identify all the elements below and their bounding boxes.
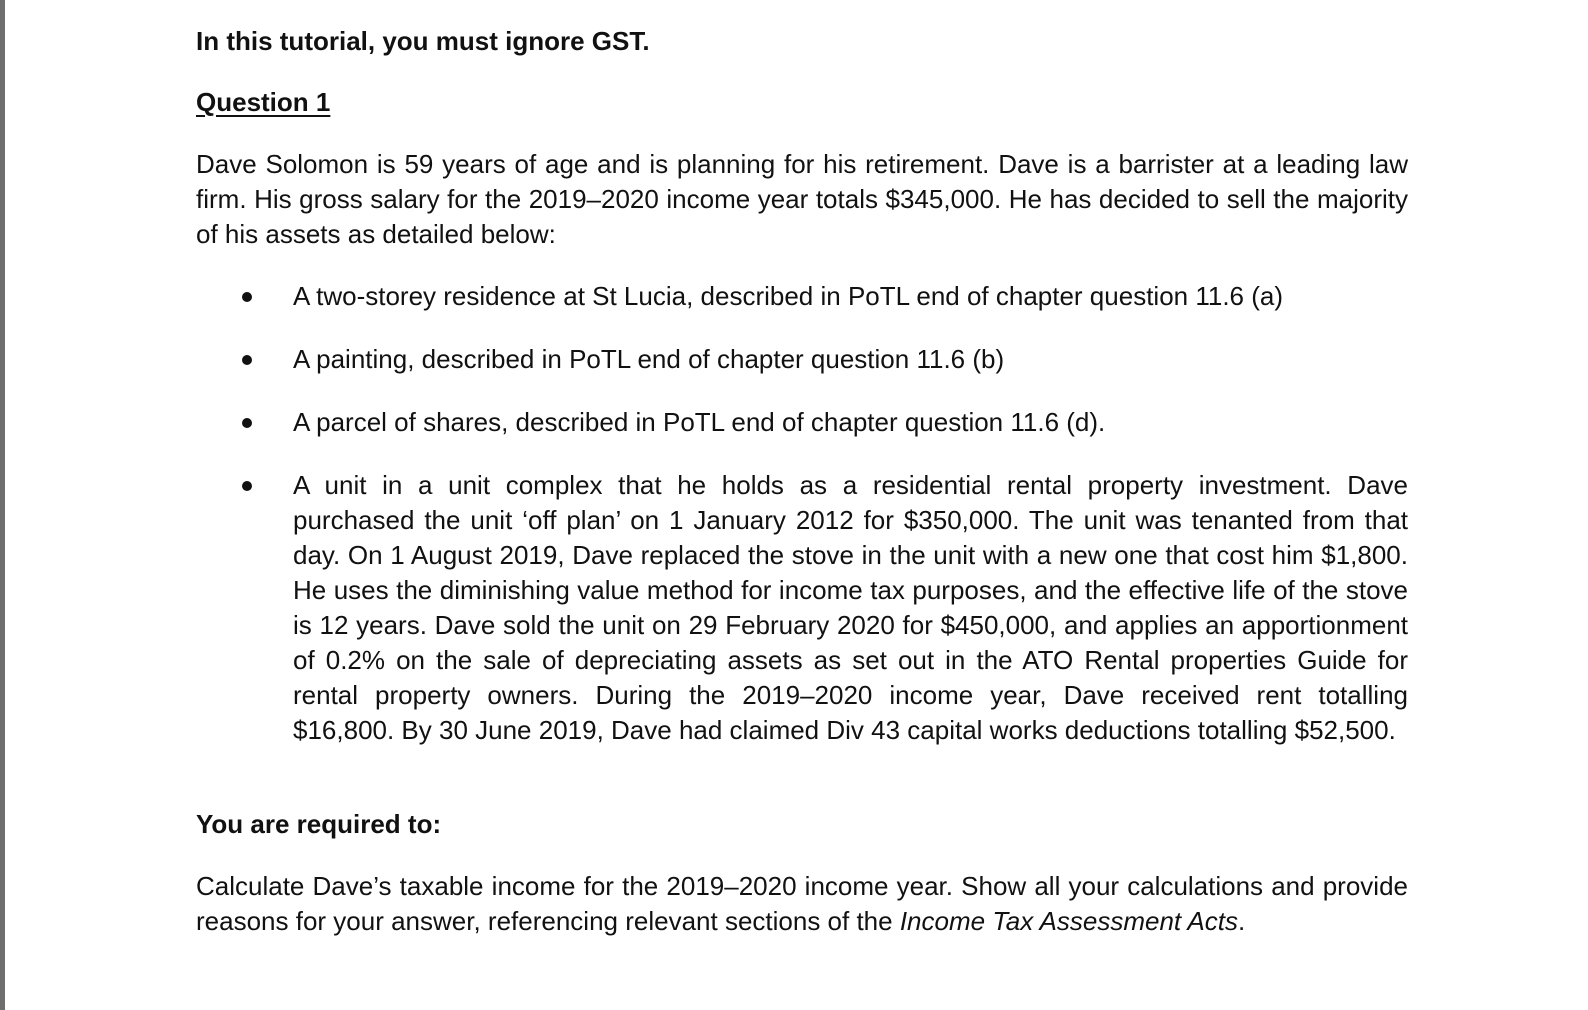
gst-notice: In this tutorial, you must ignore GST.	[196, 26, 650, 56]
list-item-text: A painting, described in PoTL end of chapter question 11.6 (b)	[293, 344, 1005, 374]
bullet-icon	[242, 292, 252, 302]
task-text: Calculate Dave’s taxable income for the 2019–2020 income year. Show all your calculations and provide reasons for your answer, referencing relevant sections of the	[196, 871, 1408, 936]
task-paragraph	[196, 869, 1408, 939]
question-title: Question 1	[196, 87, 331, 117]
bullet-icon	[242, 355, 252, 365]
task-italic-reference: Income Tax Assessment Acts	[899, 906, 1238, 936]
list-item-text: A two-storey residence at St Lucia, described in PoTL end of chapter question 11.6 (a)	[293, 281, 1284, 311]
list-item-text: A unit in a unit complex that he holds as a residential rental property investment. Dave purchased the unit ‘off plan’ on 1 January 2012 for $350,000. The unit was tenanted from that day. On 1 August 2019, Dave replaced the stove in the unit with a new one that cost him $1,800. He uses the diminishing value method for income tax purposes, and the effective life of the stove is 12 years. Dave sold the unit on 29 February 2020 for $450,000, and applies an apportionment of 0.2% on the sale of depreciating assets as set out in the ATO Rental properties Guide for rental property owners. During the 2019–2020 income year, Dave received rent totalling $16,800. By 30 June 2019, Dave had claimed Div 43 capital works deductions totalling $52,500.	[293, 470, 1408, 745]
required-heading: You are required to:	[196, 809, 442, 839]
bullet-icon	[242, 481, 252, 491]
intro-paragraph: Dave Solomon is 59 years of age and is planning for his retirement. Dave is a barrister at a leading law firm. His gross salary for the 2019–2020 income year totals $345,000. He has decided to sell the majority of his assets as detailed below:	[196, 149, 1408, 249]
list-item-text: A parcel of shares, described in PoTL end of chapter question 11.6 (d).	[293, 407, 1106, 437]
bullet-icon	[242, 418, 252, 428]
task-end: .	[1237, 906, 1246, 936]
